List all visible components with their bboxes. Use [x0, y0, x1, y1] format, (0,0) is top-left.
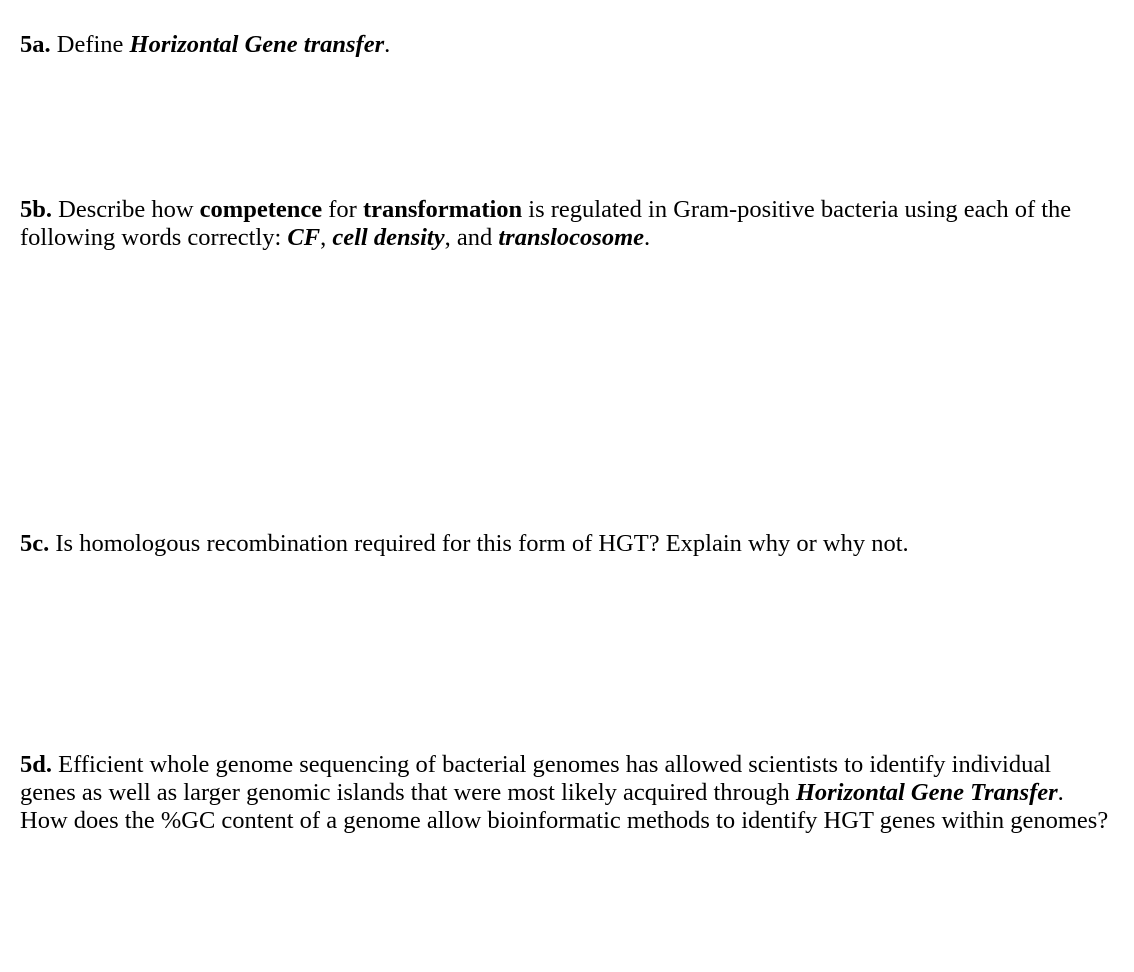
key-term: Horizontal Gene transfer	[129, 31, 385, 58]
key-term: transformation	[362, 196, 523, 223]
question-number: 5a.	[20, 31, 51, 58]
question-number: 5d.	[20, 751, 53, 778]
question-text: .	[384, 31, 391, 58]
key-term: CF	[287, 224, 321, 251]
question-text: for	[322, 196, 363, 223]
question-text: Is homologous recombination required for this form of HGT? Explain why or why not.	[49, 530, 909, 557]
key-term: cell density	[332, 224, 445, 251]
question-text: . How does the %GC content of a genome allow bioinformatic methods to identify HGT genes within genomes?	[20, 779, 1109, 834]
question-text: .	[644, 224, 651, 251]
key-term: Horizontal Gene Transfer	[795, 779, 1058, 806]
question-5b	[20, 196, 1110, 252]
question-text: Define	[50, 31, 130, 58]
question-text: ,	[320, 224, 333, 251]
question-5d	[20, 751, 1110, 835]
question-text: is regulated in Gram-positive bacteria using each of the following words correctly:	[20, 196, 1072, 251]
question-number: 5c.	[20, 530, 50, 557]
question-5c	[20, 530, 1110, 558]
question-text: Describe how	[52, 196, 200, 223]
question-5a	[20, 31, 1110, 59]
key-term: translocosome	[498, 224, 645, 251]
key-term: competence	[199, 196, 323, 223]
question-number: 5b.	[20, 196, 53, 223]
question-text: , and	[444, 224, 499, 251]
question-text: Efficient whole genome sequencing of bacterial genomes has allowed scientists to identify individual genes as well as larger genomic islands that were most likely acquired through	[20, 751, 1052, 806]
